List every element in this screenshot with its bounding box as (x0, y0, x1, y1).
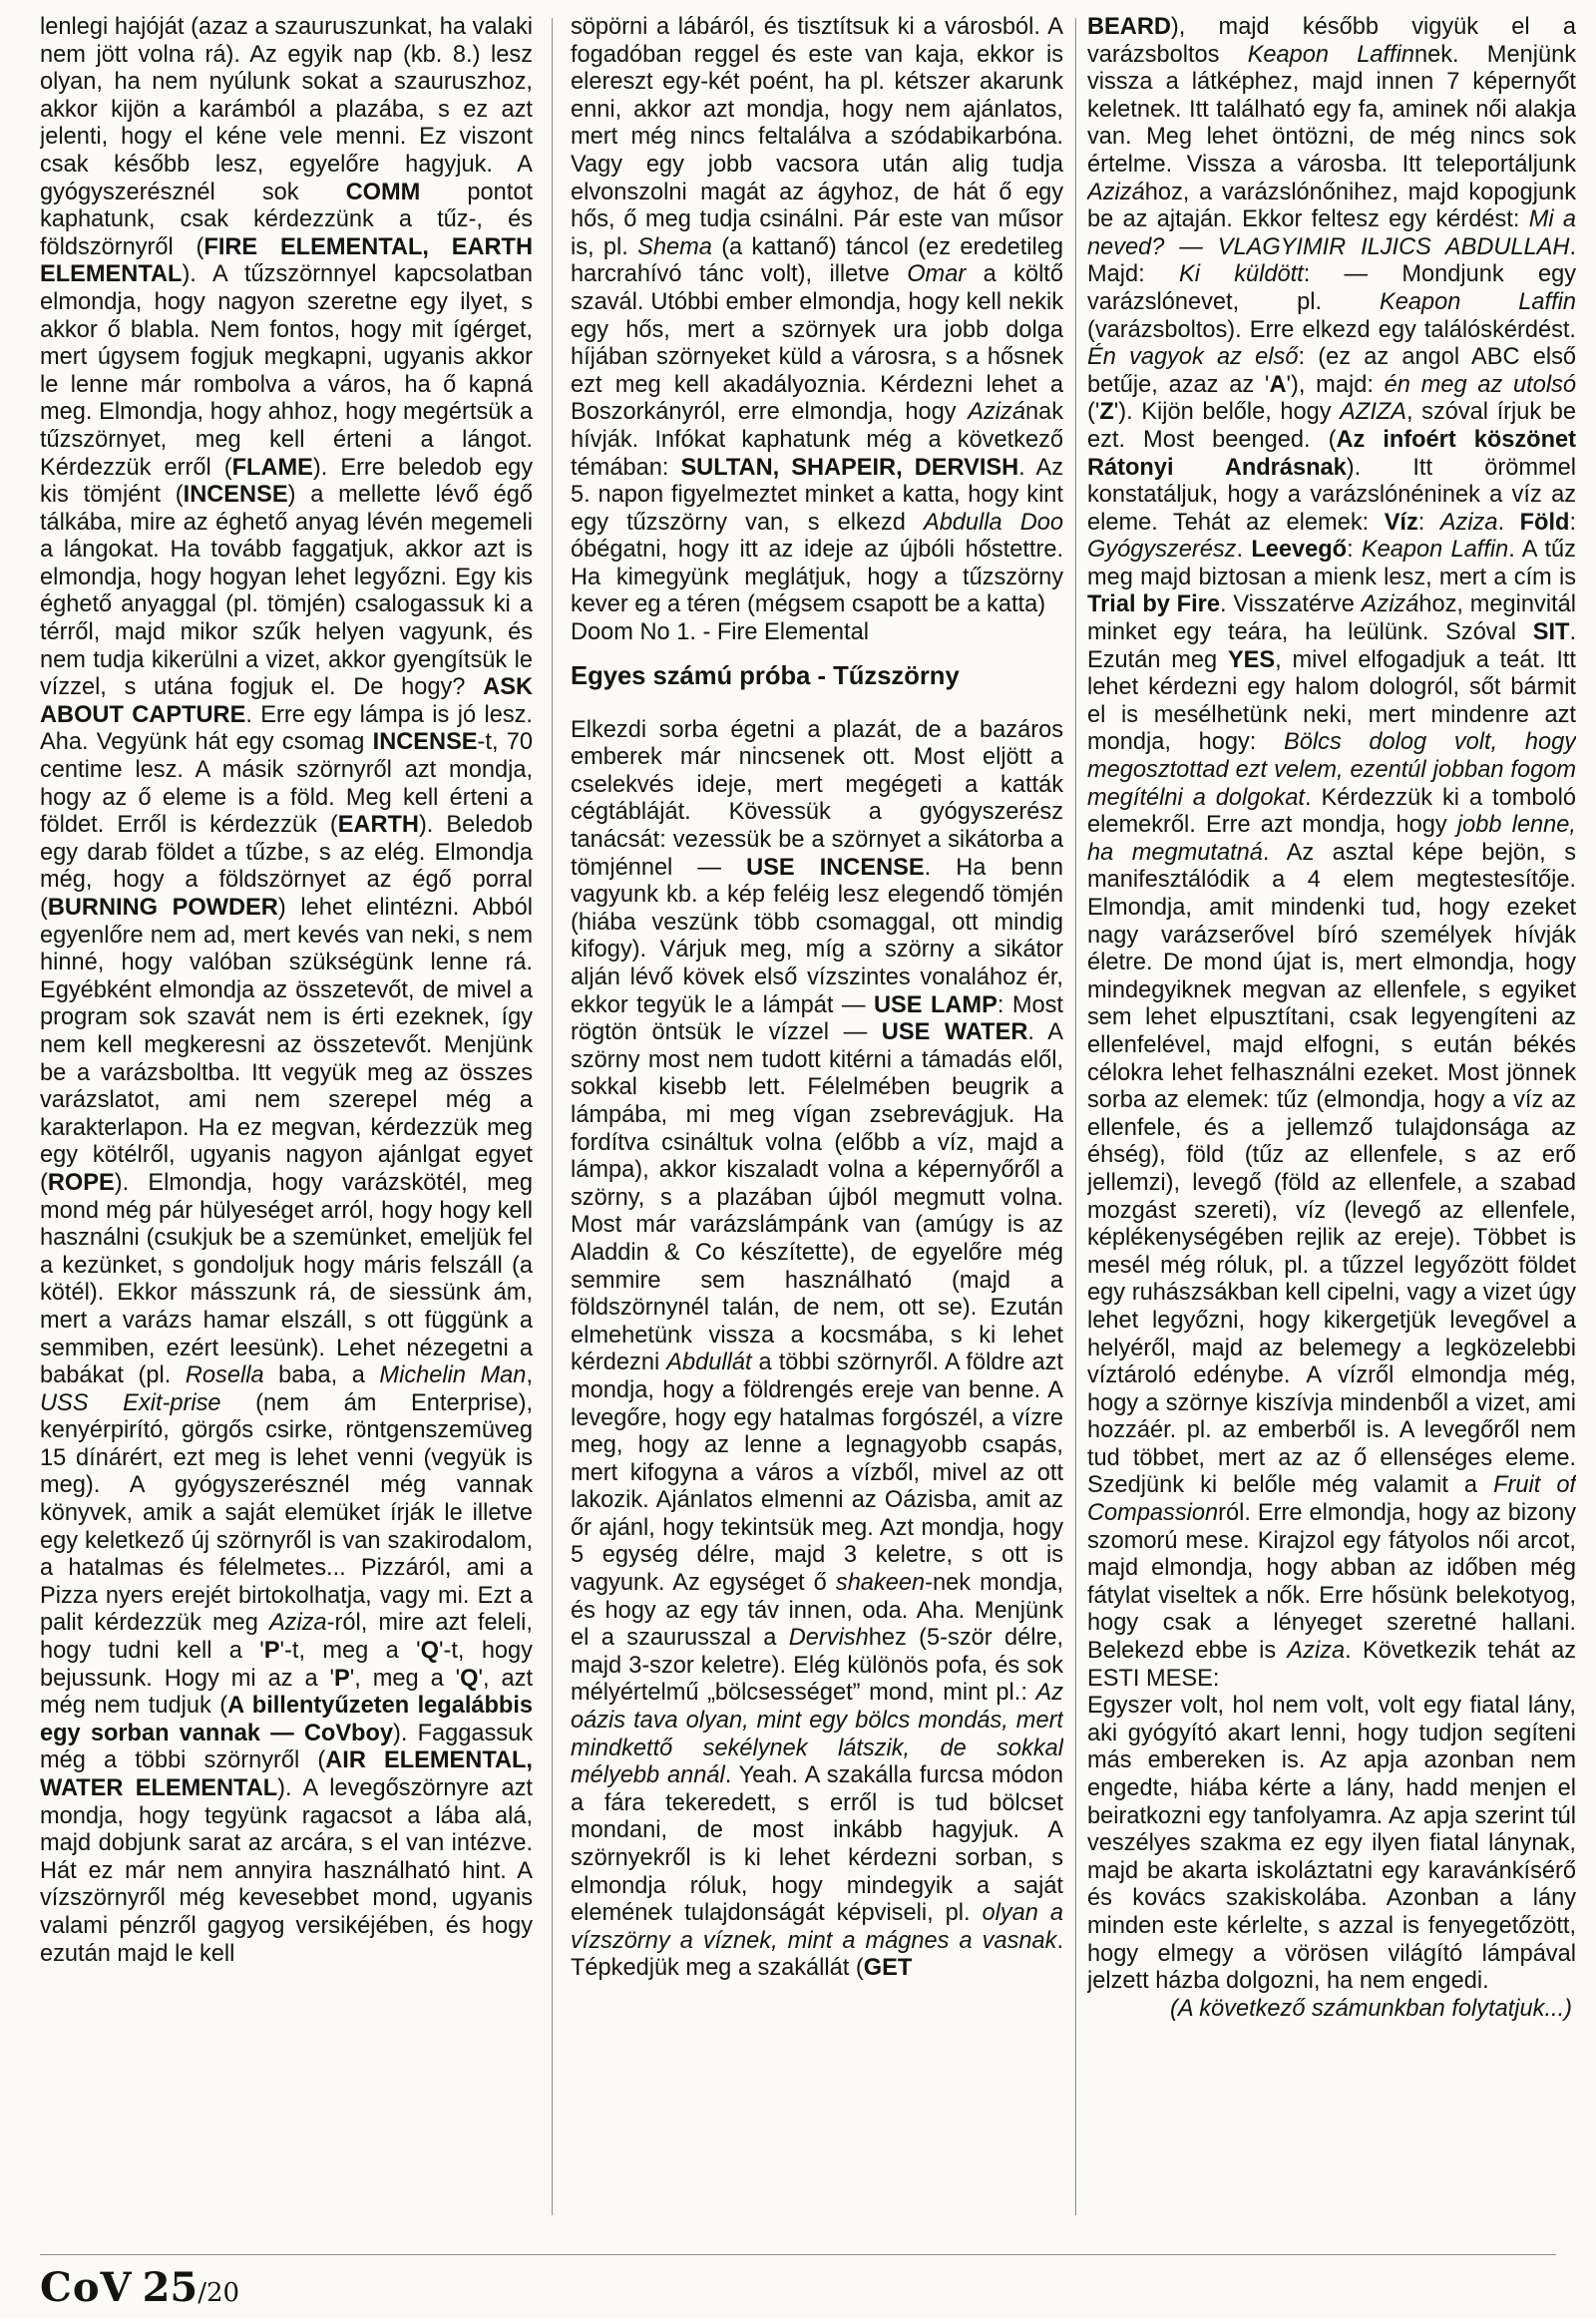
column-2-text-after: Elkezdi sorba égetni a plazát, de a bazáros emberek már nincsenek ott. Most eljött a cselekvés ideje, mert megégeti a katták cégtábláját. Kövessük a gyógyszerész tanácsát: vezessük be a szörnyet a sikátorba a tömjénnel — USE INCENSE. Ha benn vagyunk kb. a kép feléig lesz elegendő tömjén (hiába veszünk több csomaggal, ott mindig kifogy). Várjuk meg, míg a szörny a sikátor alján lévő kövek első vízszintes vonalához ér, ekkor tegyük le a lámpát — USE LAMP: Most rögtön öntsük le vízzel — USE WATER. A szörny most nem tudott kitérni a támadás elől, sokkal kisebb lett. Félelmében beugrik a lámpába, mi meg vígan zsebrevágjuk. Ha fordítva csináltuk volna (előbb a víz, majd a lámpa), akkor kiszaladt volna a képernyőről a szörny, s a plazában újból megmutt volna. Most már varázslámpánk van (amúgy is az Aladdin & Co készítette), de egyelőre még semmire sem használható (majd a földszörnynél talán, de nem, ott se). Ezután elmehetünk vissza a kocsmába, s ki lehet kérdezni Abdullát a többi szörnyről. A földre azt mondja, hogy a földrengés ereje van benne. A levegőre, hogy egy hatalmas forgószél, a vízre meg, hogy az lenne a legnagyobb csapás, mert kifogyna a város a vízből, mivel az ott lakozik. Ajánlatos elmenni az Oázisba, amit az őr ajánl, hogy tekintsük meg. Azt mondja, hogy 5 egység délre, majd 3 keletre, s ott is vagyunk. Az egységet ő shakeen-nek mondja, és hogy az egy táv innen, oda. Aha. Menjünk el a szaurusszal a Dervishhez (5-ször délre, majd 3-szor keletre). Elég különös pofa, és sok mélyértelmű „bölcsességet” mond, mint pl.: Az oázis tava olyan, mint egy bölcs mondás, mert mindkettő sekélynek látszik, de sokkal mélyebb annál. Yeah. A szakálla furcsa módon a fára tekeredett, s erről is tud bölcset mondani, de most inkább hagyjuk. A szörnyekről is ki lehet kérdezni sorban, s elmondja róluk, hogy mindegyik a saját elemének tulajdonságát képviseli, pl. olyan a vízszörny a víznek, mint a mágnes a vasnak. Tépkedjük meg a szakállát (GET (571, 716, 1063, 1982)
column-1-text: lenlegi hajóját (azaz a szauruszunkat, ha valaki nem jött volna rá). Az egyik nap (kb. 8.) lesz olyan, ha nem nyúlunk sokat a szauruszhoz, akkor kijön a karámból a plazába, s ez azt jelenti, hogy el kéne vele menni. Ez viszont csak később lesz, egyelőre hagyjuk. A gyógyszerésznél sok COMM pontot kaphatunk, csak kérdezzünk a tűz-, és földszörnyről (FIRE ELEMENTAL, EARTH ELEMENTAL). A tűzszörnnyel kapcsolatban elmondja, hogy nagyon szeretne egy ilyet, s akkor ő blabla. Nem fontos, hogy mit ígérget, mert úgysem fogjuk megkapni, ugyanis akkor le lenne már rombolva a város, ha ő kapná meg. Elmondja, hogy ahhoz, hogy megértsük a tűzszörnyet, meg kell érteni a lángot. Kérdezzük erről (FLAME). Erre beledob egy kis tömjént (INCENSE) a mellette lévő égő tálkába, mire az éghető anyag lévén megemeli a lángokat. Ha tovább faggatjuk, akkor azt is elmondja, hogy hogyan lehet legyőzni. Egy kis éghető anyaggal (pl. tömjén) csalogassuk ki a térről, majd mikor szűk helyen vagyunk, és nem tudja kikerülni a vizet, akkor gyengítsük le vízzel, s utána fogjuk el. De hogy? ASK ABOUT CAPTURE. Erre egy lámpa is jó lesz. Aha. Vegyünk hát egy csomag INCENSE-t, 70 centime lesz. A másik szörnyről azt mondja, hogy az ő eleme is a föld. Meg kell érteni a földet. Erről is kérdezzük (EARTH). Beledob egy darab földet a tűzbe, s az elég. Elmondja még, hogy a földszörnyet az égő porral (BURNING POWDER) lehet elintézni. Abból egyenlőre nem ad, mert kevés van neki, s nem hinné, hogy valóban szükségünk lenne rá. Egyébként elmondja az összetevőt, de mivel a program sok szavát nem is érti ezeknek, így nem kell megkeresni az összetevőt. Menjünk be a varázsboltba. Itt vegyük meg az összes varázslatot, ami nem szerepel még a karakterlapon. Ha ez megvan, kérdezzük meg egy kötélről, ugyanis nagyon ajánlgat egyet (ROPE). Elmondja, hogy varázskötél, meg mond még pár hülyeséget arról, hogy hogy kell használni (csukjuk be a szemünket, emeljük fel a kezünket, s gondoljuk hogy máris felszáll (a kötél). Ekkor másszunk rá, de siessünk ám, mert a varázs hamar elszáll, s ott függünk a semmiben, ezért leesünk). Lehet nézegetni a babákat (pl. Rosella baba, a Michelin Man, USS Exit-prise (nem ám Enterprise), kenyérpirító, görgős csirke, röntgenszemüveg 15 dínárért, ezt meg is lehet venni (vegyük is meg). A gyógyszerésznél még vannak könyvek, amik a saját elemüket írják le illetve egy keletkező új szörnyről is van szakirodalom, a hatalmas és félelmetes... Pizzáról, ami a Pizza nyers erejét birtokolhatja, vagy mi. Ezt a palit kérdezzük meg Aziza-ról, mire azt feleli, hogy tudni kell a 'P'-t, meg a 'Q'-t, hogy bejussunk. Hogy mi az a 'P', meg a 'Q', azt még nem tudjuk (A billentyűzeten legalábbis egy sorban vannak — CoVboy). Faggassuk még a többi szörnyről (AIR ELEMENTAL, WATER ELEMENTAL). A levegőszörnyre azt mondja, hogy tegyünk ragacsot a lába alá, majd dobjunk sarat az arcára, s el van intézve. Hát ez már nem annyira használható hint. A vízszörnyről még kevesebbet mond, ugyanis valami pénzről gagyog versikéjében, és hogy ezután majd le kell (40, 14, 533, 1967)
article-column-2 (571, 14, 1063, 2225)
page-number: /20 (198, 2278, 240, 2308)
article-column-3 (1087, 14, 1576, 2225)
footer-rule (40, 2254, 1556, 2255)
column-divider-2 (1075, 18, 1076, 2215)
column-3-text: BEARD), majd később vigyük el a varázsboltos Keapon Laffinnek. Menjünk vissza a látképhez, majd innen 7 képernyőt keletnek. Itt található egy fa, aminek női alakja van. Meg lehet öntözni, de még nincs sok értelme. Vissza a városba. Itt teleportáljunk Azizához, a varázslónőnihez, majd kopogjunk be az ajtaján. Ekkor feltesz egy kérdést: Mi a neved? — VLAGYIMIR ILJICS ABDULLAH. Majd: Ki küldött: — Mondjunk egy varázslónevet, pl. Keapon Laffin (varázsboltos). Erre elkezd egy találóskérdést. Én vagyok az első: (ez az angol ABC első betűje, azaz az 'A'), majd: én meg az utolsó ('Z'). Kijön belőle, hogy AZIZA, szóval írjuk be ezt. Most beenged. (Az infoért köszönet Rátonyi Andrásnak). Itt örömmel konstatáljuk, hogy a varázslónéninek a víz az eleme. Tehát az elemek: Víz: Aziza. Föld: Gyógyszerész. Leevegő: Keapon Laffin. A tűz meg majd biztosan a mienk lesz, mert a cím is Trial by Fire. Visszatérve Azizához, meginvitál minket egy teára, ha leülünk. Szóval SIT. Ezután meg YES, mivel elfogadjuk a teát. Itt lehet kérdezni egy halom dologról, sőt bármit el is mesélhetünk neki, mert mindenre azt mondja, hogy: Bölcs dolog volt, hogy megosztottad ezt velem, ezentúl jobban fogom megítélni a dolgokat. Kérdezzük ki a tomboló elemekről. Erre azt mondja, hogy jobb lenne, ha megmutatná. Az asztal képe bejön, s manifesztálódik a 4 elem megtestesítője. Elmondja, amit mindenki tud, hogy ezeket nagy varázserővel bíró személyek hívják életre. De mond újat is, mert elmondja, hogy mindegyiknek megvan az ellenfele, s egyiket sem lehet elpusztítani, csak legyengíteni az ellenfelével, majd elfogni, s eután békés célokra lehet felhasználni ezeket. Most jönnek sorba az elemek: tűz (elmondja, hogy a víz az ellenfele, és a jellemző tulajdonsága az éhség), föld (tűz az ellenfele, s az erő jellemzi), levegő (föld az ellenfele, a szabad mozgást szereti), víz (levegő az ellenfele, képlékenységében rejlik az ereje). Többet is mesél még róluk, pl. a tűzzel legyőzött földet egy ruhászsákban kell cipelni, vagy a vizet úgy lehet legyőzni, hogy kikergetjük levegővel a helyéről, majd az belemegy a legközelebbi víztároló edénybe. A vízről elmondja még, hogy a szörnye kiszívja mindenből a vizet, ami hozzáér. pl. az emberből is. A levegőről nem tud többet, mert az az ő ellenséges eleme. Szedjünk ki belőle még valamit a Fruit of Compassionról. Erre elmondja, hogy az bizony szomorú mese. Kirajzol egy fátyolos női arcot, majd elmondja, hogy abban az időben még fátylat viseltek a nők. Erre hősünk belekotyog, hogy csak a lényeget szeretné hallani. Belekezd ebbe is Aziza. Következik tehát az ESTI MESE: Egyszer volt, hol nem volt, volt egy fiatal lány, aki gyógyító akart lenni, hogy tudjon segíteni más embereken is. Az apja azonban nem engedte, hiába kérte a lány, hadd menjen el beiratkozni egy tanfolyamra. Az apja szerint túl veszélyes szakma ez egy ilyen fiatal lánynak, majd be akarta iskoláztatni egy karavánkísérő és kovács szakiskolába. Azonban a lány minden este kérlelte, s azzal is fenyegetőzött, hogy elmegy a vörösen világító lámpával jelzett házba dolgozni, ha nem engedi. (A következő számunkban folytatjuk...) (1087, 14, 1576, 2022)
column-divider-1 (552, 18, 553, 2215)
page-footer (40, 2264, 239, 2310)
article-column-1 (40, 14, 533, 2225)
issue-number: 25 (142, 2264, 199, 2311)
section-heading: Egyes számú próba - Tűzszörny (571, 661, 960, 690)
magazine-logo: CoV (40, 2264, 133, 2311)
doom-line: Doom No 1. - Fire Elemental (571, 619, 869, 646)
column-2-text-before: söpörni a lábáról, és tisztítsuk ki a városból. A fogadóban reggel és este van kaja, ekkor is elereszt egy-két poént, ha pl. kétszer akarunk enni, akkor azt mondja, hogy nem ajánlatos, mert még nincs feltalálva a szódabikarbóna. Vagy egy jobb vacsora után alig tudja elvonszolni magát az ágyhoz, de hát ő egy hős, ő meg tudja csinálni. Pár este van műsor is, pl. Shema (a kattanő) táncol (ez eredetileg harcrahívó tánc volt), illetve Omar a költő szavál. Utóbbi ember elmondja, hogy kell nekik egy hős, mert a szörnyek ura jobb dolga híjában szörnyeket küld a városra, s a hősnek ezt meg kell akadályoznia. Kérdezni lehet a Boszorkányról, erre elmondja, hogy Azizának hívják. Infókat kaphatunk még a következő témában: SULTAN, SHAPEIR, DERVISH. Az 5. napon figyelmeztet minket a katta, hogy kint egy tűzszörny van, s elkezd Abdulla Doo óbégatni, hogy itt az ideje az újbóli hőstettre. Ha kimegyünk meglátjuk, hogy a tűzszörny kever eg a téren (mégsem csapott be a katta) (571, 14, 1063, 618)
